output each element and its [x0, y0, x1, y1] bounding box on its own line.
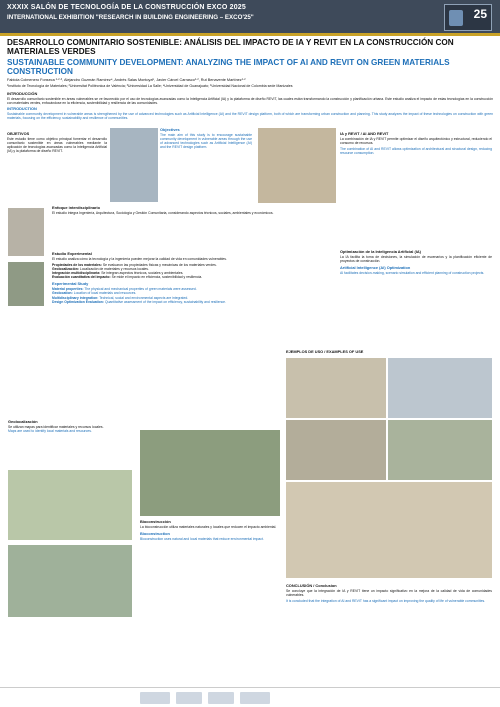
geolocation-body-en: Maps are used to identify local materials and resources.	[8, 428, 92, 433]
exco-logo	[444, 4, 492, 31]
method-item-text: Se evaluaron las propiedades físicas y mecánicas de los materiales verdes.	[102, 262, 217, 267]
example-photo-3	[286, 420, 386, 480]
geolocation-section	[8, 420, 132, 433]
method-item-label-en: Material properties:	[52, 287, 84, 292]
method-body: El estudio analiza cómo la tecnología y la ingeniería pueden mejorar la calidad de vida en comunidades vulnerables.	[52, 256, 227, 261]
objectives-section	[7, 132, 107, 153]
authors: Fabiola Colmenero Fonseca ¹·²·³, Alejandro Guzmán Ramírez⁴, Andrés Salas Montoya⁵, Javier Cárcel Carrasco¹·², Rut Benavente Martínez¹·²	[7, 78, 246, 82]
method-heading-en: Experimental Study	[52, 281, 89, 287]
method-item-label: Evaluación cuantitativa del impacto:	[52, 275, 111, 280]
method-item-label: Geolocalización:	[52, 267, 79, 272]
geolocation-heading: Geolocalización	[8, 419, 38, 424]
logo-text: 25	[473, 7, 487, 21]
example-photo-2	[388, 358, 492, 418]
conclusion-section	[286, 584, 492, 603]
objectives-heading: OBJETIVOS	[7, 131, 30, 136]
example-photo-1	[286, 358, 386, 418]
objectives-en-section	[160, 128, 252, 149]
bioconstruction-section	[140, 520, 280, 541]
approach-section	[52, 206, 336, 215]
conclusion-heading: CONCLUSIÓN / Conclusion	[286, 583, 337, 588]
figure-image-1	[8, 208, 44, 256]
method-item-text: Localización de materiales y recursos locales.	[79, 267, 149, 272]
objectives-heading-en: Objectives	[160, 127, 180, 132]
header-banner	[0, 0, 500, 36]
logo-mark-icon	[449, 10, 463, 26]
approach-body: El estudio integra Ingeniería, Arquitectura, Sociología y Gestión Comunitaria, considerando aspectos técnicos, sociales, ambientales y económicos.	[52, 210, 274, 215]
conclusion-body-en: It is concluded that the integration of AI and REVIT has a significant impact on improving the quality of life of vulnerable communities.	[286, 599, 486, 604]
method-item-text: Se mide el impacto en eficiencia, sostenibilidad y resiliencia.	[111, 275, 203, 280]
institution-logo	[140, 692, 170, 704]
method-item-label-en: Geolocation:	[52, 291, 73, 296]
ai-revit-body-en: The combination of AI and REVIT allows optimization of architectural and structural design, reducing resource consumption.	[340, 147, 492, 156]
intro-heading-en: INTRODUCTION	[7, 106, 37, 112]
examples-label-wrap	[286, 350, 486, 355]
approach-heading: Enfoque interdisciplinario	[52, 205, 100, 210]
example-photo-4	[388, 420, 492, 480]
map-image	[8, 470, 132, 540]
bioconstruction-body: La bioconstrucción utiliza materiales naturales y locales que reducen el impacto ambiental.	[140, 524, 277, 529]
footer-logos	[0, 687, 500, 707]
objectives-body: Este estudio tiene como objetivo principal fomentar el desarrollo comunitario sostenible en áreas vulnerables mediante la aplicación de tecnologías avanzadas como la Inteligencia Artificial (IA) y la plataforma de diseño REVIT.	[7, 136, 107, 154]
objectives-body-en: The main aim of this study is to encourage sustainable community development in vulnerable areas through the use of advanced technologies such as Artificial Intelligence (AI) and the REVIT design platform.	[160, 132, 252, 150]
ai-optimization-heading: Optimización de la Inteligencia Artificial (IA)	[340, 249, 421, 254]
community-photo	[110, 128, 158, 202]
map-image-2	[8, 545, 132, 617]
revit-render-image	[258, 128, 336, 203]
event-subtitle: INTERNATIONAL EXHIBITION "RESEARCH IN BUILDING ENGINEERING – EXCO'25"	[7, 14, 254, 21]
ai-revit-heading: IA y REVIT / AI AND REVIT	[340, 131, 389, 136]
event-title: XXXIX SALÓN DE TECNOLOGÍA DE LA CONSTRUCCIÓN EXCO 2025	[7, 4, 246, 11]
method-item-text-en: The physical and mechanical properties of green materials were assessed.	[84, 287, 197, 292]
method-item-label-en: Multidisciplinary integration:	[52, 295, 99, 300]
method-item-label-en: Design Optimization Evaluation:	[52, 299, 104, 304]
method-item-text-en: Quantitative assessment of the impact on efficiency, sustainability and resilience.	[104, 299, 227, 304]
institution-logo	[208, 692, 234, 704]
header-stripe	[0, 33, 500, 36]
title-spanish: DESARROLLO COMUNITARIO SOSTENIBLE: ANÁLISIS DEL IMPACTO DE IA Y REVIT EN LA CONSTRUCCIÓN CON MATERIALES VERDES	[7, 38, 454, 57]
method-section	[52, 252, 282, 304]
ai-optimization-body: La IA facilita la toma de decisiones, la simulación de escenarios y la planificación eficiente de proyectos de construcción.	[340, 254, 492, 263]
method-item-text-en: Location of local materials and resources.	[73, 291, 137, 296]
conclusion-body: Se concluye que la integración de IA y REVIT tiene un impacto significativo en la mejora de la calidad de vida de comunidades vulnerables.	[286, 588, 492, 597]
ai-optimization-section	[340, 250, 492, 275]
bioconstruction-heading: Bioconstrucción	[140, 519, 171, 524]
ai-revit-section	[340, 132, 492, 155]
method-item-label: Propiedades de los materiales:	[52, 262, 102, 267]
intro-body-en: Sustainable community development in vulnerable areas is strengthened by the use of advanced technologies such as Artificial Intelligence (AI) and the REVIT design platform, both of which are transforming urban construction and planning. This study analyzes the impact of these technologies on construction with green materials, focusing on the efficiency, sustainability and resilience of communities.	[7, 111, 493, 120]
geolocation-body: Se utilizan mapas para identificar materiales y recursos locales.	[8, 424, 104, 429]
method-item-label: Integración multidisciplinaria:	[52, 271, 101, 276]
ai-revit-body: La combinación de IA y REVIT permite optimizar el diseño arquitectónico y estructural, reduciendo el consumo de recursos.	[340, 136, 492, 145]
intro-section	[7, 92, 493, 120]
example-photo-5	[286, 482, 492, 578]
figure-image-2	[8, 262, 44, 306]
affiliations: ¹Instituto de Tecnología de Materiales; ²Universitat Politècnica de València; ³Universidad La Salle; ⁴Universidad de Guanajuato; ⁵Universidad Nacional de Colombia sede Manizales	[7, 84, 293, 88]
institution-logo	[240, 692, 270, 704]
bioconstruction-body-en: Bioconstruction uses natural and local materials that reduce environmental impact.	[140, 536, 264, 541]
examples-heading: EJEMPLOS DE USO / EXAMPLES OF USE	[286, 349, 364, 354]
ai-optimization-body-en: AI facilitates decision-making, scenario simulation and efficient planning of construction projects.	[340, 270, 485, 275]
method-heading: Estudio Experimental	[52, 251, 92, 256]
intro-body: El desarrollo comunitario sostenible en áreas vulnerables se ve favorecido por el uso de tecnologías avanzadas como la Inteligencia Artificial (IA) y la plataforma de diseño REVIT, las cuales están transformando la construcción y planificación urbana. Este estudio analiza el impacto de estas tecnologías en la construcción con materiales verdes, enfocándose en la eficiencia, sostenibilidad y resiliencia de las comunidades.	[7, 96, 493, 105]
title-english: SUSTAINABLE COMMUNITY DEVELOPMENT: ANALYZING THE IMPACT OF AI AND REVIT ON GREEN MATERIALS CONSTRUCTION	[7, 58, 450, 77]
ai-optimization-heading-en: Artificial Intelligence (AI) Optimization	[340, 265, 411, 271]
method-item-text: Se integran aspectos técnicos, sociales y ambientales.	[101, 271, 184, 276]
bioconstruction-image	[140, 430, 280, 516]
method-item-text-en: Technical, social and environmental aspects are integrated.	[99, 295, 189, 300]
institution-logo	[176, 692, 202, 704]
intro-heading: INTRODUCCIÓN	[7, 91, 38, 96]
bioconstruction-heading-en: Bioconstruction	[140, 530, 170, 536]
